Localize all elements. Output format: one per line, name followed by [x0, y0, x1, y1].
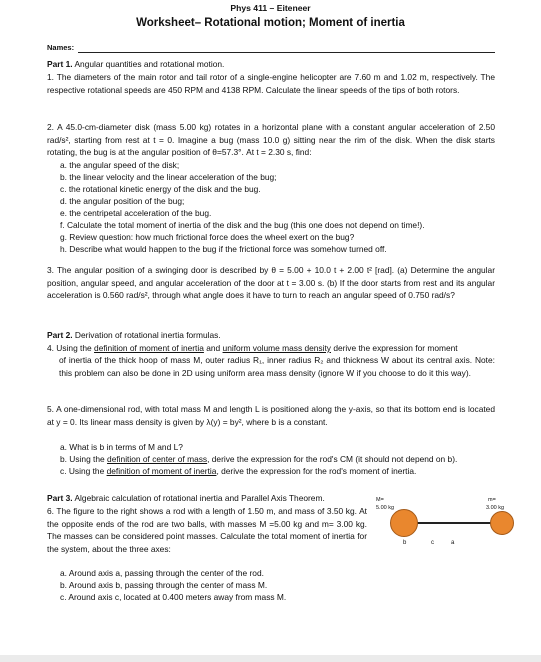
- q2-item-b: b. the linear velocity and the linear acceleration of the bug;: [60, 172, 277, 182]
- question-2-intro: 2. A 45.0-cm-diameter disk (mass 5.00 kg) rotates in a horizontal plane with a constant angular acceleration of 2.50 rad/s², starting from rest at t = 0. Imagine a bug (mass 10.0 g) sitting near the rim of the disk. When the disk starts rotating, the bug is at the angular position of θ=57.3°. At t = 2.30 s, find:: [47, 122, 495, 157]
- part2-heading: Part 2. Derivation of rotational inertia formulas.: [47, 330, 221, 340]
- q2-item-f: f. Calculate the total moment of inertia of the disk and the bug (this one does not depend on time!).: [60, 220, 425, 230]
- definition-center-of-mass-link[interactable]: definition of center of mass: [107, 454, 208, 464]
- q2-item-g: g. Review question: how much frictional force does the wheel exert on the bug?: [60, 232, 355, 242]
- q5-item-c: c. Using the definition of moment of inertia, derive the expression for the rod's moment of inertia.: [60, 466, 417, 476]
- q5-item-b: b. Using the definition of center of mass, derive the expression for the rod's CM (it should not depend on b).: [60, 454, 458, 464]
- question-4-rest: of inertia of the thick hoop of mass M, outer radius R₁, inner radius R₂ and thickness W about its central axis. Note: this problem can also be done in 2D using uniform area mass density (ignore W if you choose to do it this way).: [59, 355, 495, 378]
- q2-item-a: a. the angular speed of the disk;: [60, 160, 180, 170]
- q5-item-a: a. What is b in terms of M and L?: [60, 442, 183, 452]
- question-3: 3. The angular position of a swinging door is described by θ = 5.00 + 10.0 t + 2.00 t² [rad]. (a) Determine the angular position, angular speed, and angular acceleration of the door at t = 3.00 s. (b) If the door starts from rest and its angular acceleration is 0.560 rad/s², through what angle does it have to turn to reach an angular speed of 0.750 rad/s?: [47, 265, 495, 300]
- names-input-line[interactable]: [78, 51, 495, 53]
- q2-item-c: c. the rotational kinetic energy of the disk and the bug.: [60, 184, 261, 194]
- question-6: 6. The figure to the right shows a rod with a length of 1.50 m, and mass of 3.50 kg. At the opposite ends of the rod are two balls, with masses M =5.00 kg and m= 3.00 kg. The masses can be considered point masses. Calculate the total moment of inertia for the system, about the three axes:: [47, 506, 367, 554]
- axis-c-label: c: [431, 540, 434, 546]
- mass-M-label: M=: [376, 497, 384, 503]
- ball-m: [490, 511, 514, 535]
- definition-moment-of-inertia-link-2[interactable]: definition of moment of inertia: [106, 466, 217, 476]
- mass-m-label: m=: [488, 497, 496, 503]
- q6-item-a: a. Around axis a, passing through the center of the rod.: [60, 568, 264, 578]
- course-header: Phys 411 – Eiteneer: [230, 3, 311, 13]
- definition-moment-of-inertia-link[interactable]: definition of moment of inertia: [94, 343, 204, 353]
- rod: [403, 522, 503, 524]
- q2-item-e: e. the centripetal acceleration of the bug.: [60, 208, 212, 218]
- mass-m-value: 3.00 kg: [486, 505, 505, 511]
- q2-item-d: d. the angular position of the bug;: [60, 196, 185, 206]
- question-5: 5. A one-dimensional rod, with total mass M and length L is positioned along the y-axis, so that its bottom end is located at y = 0. Its linear mass density is given by λ(y) = by², where b is a constant.: [47, 404, 495, 427]
- part1-heading: Part 1. Angular quantities and rotational motion.: [47, 59, 225, 69]
- names-label: Names:: [47, 43, 75, 52]
- mass-M-value: 5.00 kg: [376, 505, 395, 511]
- uniform-volume-mass-density-link[interactable]: uniform volume mass density: [222, 343, 331, 353]
- q6-item-c: c. Around axis c, located at 0.400 meters away from mass M.: [60, 592, 287, 602]
- question-1: 1. The diameters of the main rotor and tail rotor of a single-engine helicopter are 7.60 m and 1.02 m, respectively. The respective rotational speeds are 450 RPM and 4138 RPM. Calculate the linear speeds of the tips of both rotors.: [47, 72, 495, 95]
- q2-item-h: h. Describe what would happen to the bug if the frictional force was somehow turned off.: [60, 244, 387, 254]
- part3-heading: Part 3. Algebraic calculation of rotational inertia and Parallel Axis Theorem.: [47, 493, 325, 503]
- axis-a-label: a: [451, 540, 455, 546]
- q6-item-b: b. Around axis b, passing through the center of mass M.: [60, 580, 268, 590]
- question-4-first-line: 4. Using the definition of moment of inertia and uniform volume mass density derive the expression for moment: [47, 343, 458, 353]
- axis-b-label: b: [403, 540, 407, 546]
- ball-M: [390, 509, 418, 537]
- worksheet-title: Worksheet– Rotational motion; Moment of inertia: [136, 17, 405, 29]
